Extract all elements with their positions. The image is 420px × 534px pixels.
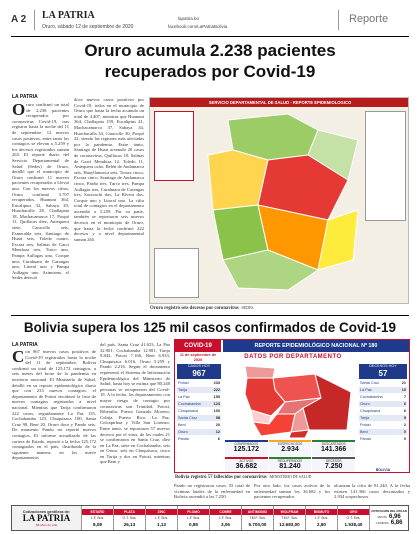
dollar-box [370, 506, 408, 530]
cases-value: 12 [215, 429, 220, 434]
article2-bottom-left-text: Pando no registraron casos. El total de víctimas fatales de la enfermedad en Bolivia ascendió a las 7.250. [174, 483, 250, 500]
report-date: 11 de septiembre de 2020 [179, 353, 217, 362]
market-item [114, 506, 146, 530]
deaths-row [359, 394, 407, 400]
cases-value: 100 [213, 408, 220, 413]
article1-col1-text: ruro confirmó un total de 2.238 pacientes recuperados por coronavirus Covid-19, tras registrar hasta la noche del 11 de septiembre, 12 nuevos casos positivos, entre tanto los contagios se elevan a 5.259 y los decesos registrados suman 265. El reporte diario del Servicio Departamental de Salud (Sedes) de Oruro, detalló que el municipio de Oruro confirmó 11 nuevos pacientes recuperados a Llevaí uno. Con los nuevos cifras, Oruro confirmó 3.707 recuperados, Huanuni 364, Eucaliptus 32, Sabaya 29, Huachacalla 28, Challapata 18, Machacamarca 17, Poopó 11, Quillacas diez, Antequera siete, Caracollo seis, Esmeralda seis, Santiago de Huari seis, Toledo cuatro, Escara tres, Salinas de Garci Mendoza tres, Turco uno, Pampa Aullagas uno, Corque uno, Curahuara de Carangas uno, Litoral uno y Pampa Aullagas uno. Asimismo, el Sedes detectó [12, 102, 69, 281]
total-label: SOSPECHOSOS [277, 442, 303, 446]
deaths-dept: Chuquisaca [360, 408, 381, 413]
market-item-unit: L.F. Sus. [218, 515, 233, 520]
total-cell [312, 440, 355, 456]
dollar-compra [376, 520, 403, 526]
market-item [210, 506, 242, 530]
market-item [306, 506, 338, 530]
cases-row [177, 415, 221, 421]
article2-dropcap: C [12, 349, 25, 366]
market-item-unit: O.T. Sus. [122, 515, 137, 520]
market-item-unit: L.F. Sus. [186, 515, 201, 520]
deaths-row [359, 387, 407, 393]
market-item [338, 506, 370, 530]
article2-byline: LA PATRIA [12, 342, 38, 348]
market-item-value: 26,13 [123, 521, 136, 527]
article2-bottom-mid [254, 483, 330, 503]
deaths-value: 10 [401, 387, 406, 392]
deaths-value: 21 [401, 381, 406, 385]
compra-value: 6,86 [390, 519, 403, 526]
covid-report-panel [174, 339, 410, 473]
deaths-row [359, 429, 407, 435]
market-item-value: 0,85 [189, 521, 198, 527]
article1-title-line1: Oruro acumula 2.238 pacientes [84, 41, 336, 60]
market-items [82, 506, 370, 530]
map-header: SERVICIO DEPARTAMENTAL DE SALUD - REPORTE EPIDEMIOLOGICO [150, 98, 409, 107]
paper-name: LA PATRIA [42, 10, 95, 21]
cases-dept: Cochabamba [178, 401, 201, 406]
article-divider [11, 315, 409, 316]
article1-byline: LA PATRIA [12, 94, 38, 100]
deaths-row [359, 401, 407, 407]
article2-caption [175, 475, 311, 480]
cases-row [177, 429, 221, 435]
deaths-row [359, 436, 407, 442]
article2-bottom-mid-text: Por otro lado, los casos activos de la enfermedad suman los 36.682 y los pacientes recuperados [254, 483, 330, 500]
total-label: CONFIRMADOS [234, 442, 259, 446]
market-item-value: 1,13 [157, 521, 166, 527]
total-value: 36.682 [235, 462, 258, 470]
oruro-department-map [198, 110, 368, 295]
deaths-row [359, 408, 407, 414]
cases-value: 98 [215, 415, 220, 420]
cases-dept: Chuquisaca [178, 408, 199, 413]
map-pando [245, 366, 275, 378]
article1-caption [150, 306, 253, 311]
cases-value: 155 [213, 394, 220, 399]
market-bar [11, 505, 409, 531]
map-side-box [154, 111, 194, 181]
deaths-value: 6 [403, 408, 406, 413]
deaths-value: 0 [403, 429, 406, 434]
map-footer-box [154, 248, 199, 298]
cases-today-header [177, 364, 221, 379]
deaths-value: 2 [403, 422, 406, 427]
venta-value: 6,96 [389, 513, 401, 520]
bolivia-map [225, 364, 355, 438]
deaths-dept: Oruro [360, 401, 370, 406]
section-name: Reporte [349, 13, 389, 25]
article2-bottom-left [174, 483, 250, 503]
article1-column2 [74, 97, 144, 314]
report-title: REPORTE EPIDEMIOLÓGICO NACIONAL Nº 180 [223, 340, 409, 352]
cases-row [177, 394, 221, 400]
deaths-today-header [359, 364, 407, 379]
market-item-name: PLOMO [178, 509, 209, 515]
cases-dept: Potosí [178, 381, 189, 385]
sponsor-logo: LA PATRIA [22, 512, 71, 523]
total-value: 7.250 [324, 462, 343, 470]
market-item-name: ORO [338, 509, 369, 515]
market-item-value: 1.938,40 [344, 521, 363, 527]
market-item-value: 2,80 [317, 521, 326, 527]
report-subtitle: DATOS POR DEPARTAMENTO [244, 354, 342, 360]
article2-col1-text: on 967 nuevos casos positivos de Covid-19 registrados hasta la noche del 11 de septiembre, Bolivia confirmó un total de 125.172 contagios, a seis meses del brote de la pandemia en territorio nacional. El Ministerio de Salud, detalló en su reporte epidemiológico diario que con 233 nuevos contagios, el departamento de Potosí encabezó la lista de nuevos contagios registrados a nivel nacional. Mientras que Tarija confirmaron 222 casos, seguidamente La Paz 155, Cochabamba 123, Chuquisaca 100, Santa Cruz 98, Beni 20, Oruro doce y Pando seis. De momento Pando no reportó nuevos contagios. El informe actualizado de las cartera de Estado, reportó a la fecha 125.172 contagiados en el país, distribuido de la siguiente manera: en los nueve departamentos [12, 349, 96, 461]
total-label: DECESOS [325, 458, 342, 463]
market-item-value: 8,08 [93, 521, 102, 527]
total-value: 141.366 [321, 446, 347, 453]
deaths-list [359, 380, 407, 443]
total-label: ACTIVOS [239, 458, 254, 463]
deaths-today-label: DECESOS HOY [369, 364, 397, 368]
total-value: 2.934 [281, 446, 299, 453]
totals-grid [225, 440, 355, 472]
article1-headline [0, 40, 420, 82]
cases-today-total: 967 [192, 369, 206, 378]
website-text: lapatria.bo [178, 16, 200, 21]
market-item-name: WOLFRAM [274, 509, 305, 515]
article2-caption-text: Bolivia registró 57 fallecidos por coronavirus [175, 475, 267, 480]
total-label: RECUPERADOS [277, 458, 303, 463]
article1-title-line2: recuperados por Covid-19 [104, 62, 316, 81]
deaths-value: 0 [403, 436, 406, 441]
deaths-dept: Beni [360, 429, 368, 434]
cases-row [177, 387, 221, 393]
market-item [274, 506, 306, 530]
cases-dept: Oruro [178, 429, 188, 434]
deaths-value: 7 [403, 394, 406, 399]
page-number: A 2 [11, 14, 27, 25]
article1-column1 [12, 102, 69, 342]
market-item-name: ANTIMONIO [242, 509, 273, 515]
header-divider-right [338, 10, 339, 30]
market-item-unit: O.T. Sus. [346, 515, 361, 520]
article2-bottom-right [334, 483, 410, 503]
deaths-value: 6 [403, 401, 406, 406]
article2-headline: Bolivia supera los 125 mil casos confirmados de Covid-19 [23, 320, 397, 335]
deaths-value: 5 [403, 415, 406, 420]
cases-value: 222 [213, 387, 220, 392]
page-header [0, 0, 420, 38]
total-value: 81.240 [279, 462, 301, 470]
market-item [242, 506, 274, 530]
deaths-row [359, 415, 407, 421]
cases-value: 20 [215, 422, 220, 427]
total-cell [225, 457, 268, 473]
total-cell [269, 457, 312, 473]
deaths-dept: Potosí [360, 422, 371, 427]
map-legend-box [365, 111, 406, 221]
market-item-unit: L.F. Sus. [90, 515, 105, 520]
total-label: DESCARTADOS [321, 442, 346, 446]
article1-col2-text: doce nuevos casos positivos por Covid-19, todos en el municipio de Oruro que hasta la fecha acumula un total de 4.407, mientras que Huanuni 364, Challapata 159, Eucaliptus 41, Machacamarca 37, Sabaya 34, Huachacalla 34, Caracollo 30, Poopó 22, siendo las regiones más afectadas por la pandemia. Entre tanto, Santiago de Huari acumuló 20 casos de coronavirus, Quillacas 18, Salinas de Garci Mendoza 12, Toledo 11, Antequera ocho, Belén de Andamarca seis, Huayllamarca seis, Totora cinco, Escara cinco, Santiago de Andamarca cinco, Pazña tres, Turco tres, Pampa Aullagas tres, Curahuara de Carangas tres, Soracachi dos, La Rivera dos, Corque uno y Litoral uno. La cifra total de contagios en el departamento ascendió a 5.259. Por su parte, también se reportaron seis nuevos decesos en el municipio de Oruro, que hasta la fecha confirmó 222 decesos y a nivel departamental suman 265. [74, 97, 144, 242]
cases-value: 233 [213, 381, 220, 385]
deaths-dept: Santa Cruz [360, 381, 379, 385]
cases-row [177, 401, 221, 407]
cases-dept: Santa Cruz [178, 415, 197, 420]
deaths-dept: Pando [360, 436, 371, 441]
venta-label: VENTA [377, 514, 388, 519]
article2-caption-credit: /MINISTERIO DE SALUD [268, 475, 312, 479]
deaths-row [359, 380, 407, 386]
header-rule [11, 36, 409, 37]
market-item-unit: L.F. Sus. [314, 515, 329, 520]
market-item-value: 3,06 [221, 521, 230, 527]
market-item-unit: T.M.F. Sus. [249, 515, 266, 520]
total-value: 125.172 [233, 446, 259, 453]
market-item-name: ESTAÑO [82, 509, 113, 515]
covid-badge: COVID-19 [175, 340, 221, 352]
article1-caption-credit: /SEDES [240, 306, 254, 310]
deaths-row [359, 422, 407, 428]
sponsor-label: Cotizaciones gentileza de: [22, 509, 71, 514]
deaths-dept: Cochabamba [360, 394, 383, 399]
article2-col2-text: del país, Santa Cruz 41.653, La Paz 32.901, Cochabamba 12.981, Tarija 9.843, Potosí 7.166, Beni 6.933, Chuquisaca 6.016, Oruro 5.259 y Pando 2.216. Según el documento representó el Sistema de Información Epidemiológica del Ministerio de Salud, hasta hoy se estima que 80.240 personas se recuperaron del Covid-19. A la fecha, los departamentos con mayor riesgo de contagio por coronavirus son Trinidad, Potosí, Riberalta, Puerto Gonzalo Moreno, Cobija, Puerto Rico, La Paz, Colcapirhua y Villa San Lorenzo. Entre tanto, se reportaron 57 nuevos decesos por el virus, de los cuales 21 se confirmaron en Santa Cruz, diez en La Paz, siete en Cochabamba, seis en Oruro, seis en Chuquisaca, cinco en Tarija y dos en Potosí, mientras que Beni y [100, 342, 170, 465]
cases-value: 123 [213, 401, 220, 406]
article2-bottom-right-text: alcanzan la cifra de 81.240. A la fecha existen 141.366 casos descartados y 2.934 sospechosos. [334, 483, 410, 500]
dollar-title: COTIZACIÓN DEL DÓLAR [371, 509, 407, 514]
market-item-name: PLATA [114, 509, 145, 515]
compra-label: COMPRA [375, 520, 389, 525]
footer-brand: BOLIVIA [375, 468, 391, 472]
market-item-name: ZINC [146, 509, 177, 515]
market-item-unit: L.F. Sus. [154, 515, 169, 520]
cases-dept: La Paz [178, 394, 190, 399]
total-cell [269, 440, 312, 456]
oruro-map-graphic [149, 97, 409, 304]
total-cell [225, 440, 268, 456]
market-item [178, 506, 210, 530]
header-divider [34, 10, 35, 30]
sponsor-logo-sub: 86 años de vida [35, 522, 58, 527]
market-item-unit: T.M.F. Sus. [281, 515, 298, 520]
market-item [146, 506, 178, 530]
cases-value: 6 [217, 436, 220, 441]
cases-dept: Beni [178, 422, 186, 427]
deaths-dept: Tarija [360, 415, 370, 420]
cases-list [177, 380, 221, 443]
total-cell [312, 457, 355, 473]
deaths-today-total: 57 [378, 369, 388, 378]
cases-dept: Tarija [178, 387, 188, 392]
market-item [82, 506, 114, 530]
date-line: Oruro, sábado 12 de septiembre de 2020 [42, 24, 134, 30]
cases-dept: Pando [178, 436, 189, 441]
article1-caption-text: Oruro registró seis decesos por coronavirus [150, 306, 239, 311]
cases-today-label: CASOS HOY [187, 364, 211, 368]
market-item-name: COBRE [210, 509, 241, 515]
market-item-value: 12.683,00 [279, 521, 300, 527]
cases-row [177, 408, 221, 414]
sponsor-box [12, 506, 82, 530]
cases-row [177, 436, 221, 442]
article1-dropcap: O [12, 102, 26, 119]
market-item-value: 5.700,00 [248, 521, 267, 527]
facebook-text: facebook.com/LaPatriaBolivia [168, 24, 228, 29]
article2-column1 [12, 349, 96, 485]
market-item-name: BISMUTO [306, 509, 337, 515]
deaths-dept: La Paz [360, 387, 372, 392]
cases-row [177, 422, 221, 428]
article2-column2 [100, 342, 170, 485]
cases-row [177, 380, 221, 386]
